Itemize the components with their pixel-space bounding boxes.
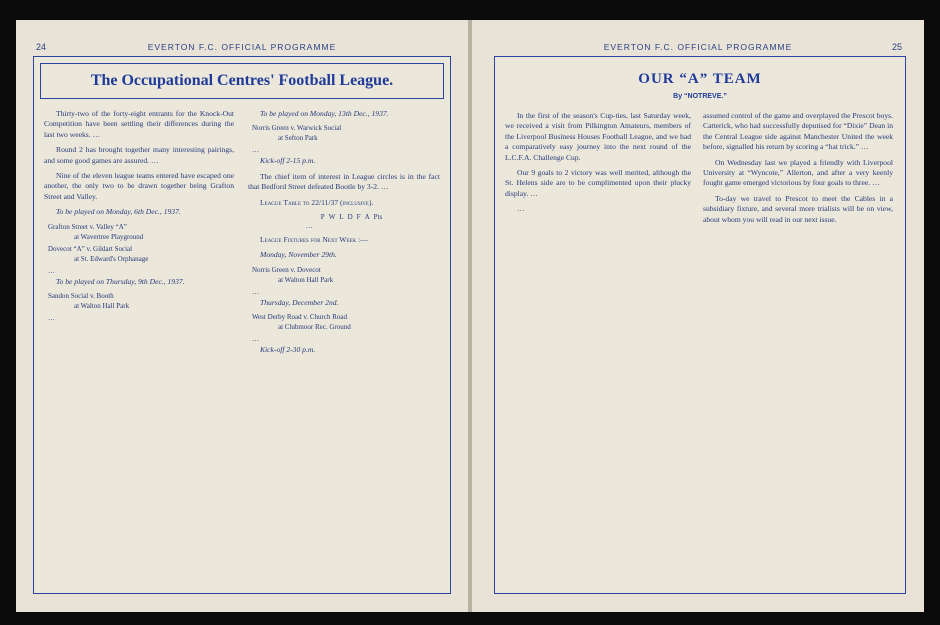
right-article-title: OUR “A” TEAM xyxy=(638,71,762,87)
fixture-venue: at Sefton Park xyxy=(278,134,318,143)
right-col-1 xyxy=(505,111,691,220)
league-table-cell xyxy=(363,222,372,231)
thursday-fixtures-heading: To be played on Thursday, 9th Dec., 1937. xyxy=(56,276,185,286)
kickoff-note: Kick-off 2-15 p.m. xyxy=(260,156,316,166)
fixture-venue: at Clubmoor Rec. Ground xyxy=(278,323,351,332)
league-table-row xyxy=(304,222,384,231)
league-table-cell xyxy=(372,222,385,231)
article-paragraph: assumed control of the game and overplayed the Prescot boys. Catterick, who had successfully deputised for “Dixie” Dean in the Central League side against Manchester United the week before, signalled his return by scoring a “hat trick.” … xyxy=(703,111,893,152)
left-page-number: 24 xyxy=(36,42,47,52)
left-col-1 xyxy=(44,109,234,324)
intro-paragraph: Round 2 has brought together many interesting pairings, and some good games are assured. … xyxy=(44,145,234,165)
league-table-cell xyxy=(337,222,345,231)
fixture-match: West Derby Road v. Church Road xyxy=(252,313,348,322)
fixture-venue: at Walton Hall Park xyxy=(278,275,334,284)
monday-fixtures-heading: To be played on Monday, 6th Dec., 1937. xyxy=(56,207,181,217)
article-paragraph: On Wednesday last we played a friendly with Liverpool University at “Wyncote,” Allerton, and after a very keenly fought game emerged victorious by four goals to three. … xyxy=(703,157,893,188)
league-table xyxy=(304,213,384,231)
fixture-match: … xyxy=(252,335,259,344)
left-article-title: The Occupational Centres' Football League. xyxy=(40,63,444,99)
fixture-match: Norris Green v. Warwick Social xyxy=(252,124,342,133)
left-running-head xyxy=(16,42,468,56)
intro-paragraph: Nine of the eleven league teams entered have escaped one another, the only two to be drawn together being Grafton Street and Valley. xyxy=(44,171,234,201)
article-paragraph: To-day we travel to Prescot to meet the Cables in a subsidiary fixture, and several more trialists will be on view, about whom you will read in our next issue. xyxy=(703,193,893,224)
left-running-title: EVERTON F.C. OFFICIAL PROGRAMME xyxy=(147,42,337,52)
article-paragraph: … xyxy=(517,204,525,214)
left-col-2 xyxy=(248,109,440,361)
fixture-venue: at Wavertree Playground xyxy=(74,232,144,241)
next-thursday-heading: Thursday, December 2nd. xyxy=(260,297,339,307)
article-paragraph: In the first of the season's Cup-ties, last Saturday week, we received a visit from Pilkington Amateurs, members of the Liverpool Business Houses Football League, and we had a comparatively easy journey into the next round of the L.C.F.A. Challenge Cup. xyxy=(505,111,691,162)
league-table-cell xyxy=(319,222,327,231)
fixture-venue: at Walton Hall Park xyxy=(74,302,130,311)
right-article-frame xyxy=(494,56,906,594)
left-article-frame xyxy=(33,56,451,594)
league-table-header: P W L D F A Pts xyxy=(320,213,383,222)
right-byline: By “NOTREVE.” xyxy=(673,93,727,100)
left-page xyxy=(16,20,468,612)
league-intro: The chief item of interest in League circles is in the fact that Bedford Street defeated Bootle by 3-2. … xyxy=(248,171,440,192)
fixture-match: … xyxy=(48,266,55,275)
monday-13th-heading: To be played on Monday, 13th Dec., 1937. xyxy=(260,109,389,118)
fixture-match: … xyxy=(252,287,259,296)
league-table-cell xyxy=(327,222,338,231)
fixture-match: Sandon Social v. Booth xyxy=(48,292,114,301)
fixture-match: … xyxy=(48,314,55,323)
fixture-match: Grafton Street v. Valley “A” xyxy=(48,222,127,231)
fixture-match: Dovecot “A” v. Gildart Social xyxy=(48,244,133,253)
league-table-title: League Table to 22/11/37 (inclusive). xyxy=(260,197,374,207)
fixture-match: … xyxy=(252,146,259,155)
right-running-head xyxy=(472,42,924,56)
right-page xyxy=(472,20,924,612)
right-col-2 xyxy=(703,111,893,230)
right-page-number: 25 xyxy=(891,42,902,52)
article-paragraph: Our 9 goals to 2 victory was well merited, although the St. Helens side are to be complimented upon their plucky display. … xyxy=(505,168,691,198)
right-running-title: EVERTON F.C. OFFICIAL PROGRAMME xyxy=(603,42,793,52)
programme-spread xyxy=(16,20,924,612)
league-team-name: … xyxy=(305,222,313,231)
fixture-match: Norris Green v. Dovecot xyxy=(252,265,321,274)
next-monday-heading: Monday, November 29th. xyxy=(260,250,337,260)
league-table-cell xyxy=(355,222,363,231)
fixture-venue: at St. Edward's Orphanage xyxy=(74,254,149,263)
kickoff-note: Kick-off 2-30 p.m. xyxy=(260,345,316,355)
next-week-title: League Fixtures for Next Week :— xyxy=(260,235,368,245)
league-table-cell xyxy=(346,222,355,231)
intro-paragraph: Thirty-two of the forty-eight entrants for the Knock-Out Competition have been settling their differences during the last two weeks. … xyxy=(44,109,234,139)
